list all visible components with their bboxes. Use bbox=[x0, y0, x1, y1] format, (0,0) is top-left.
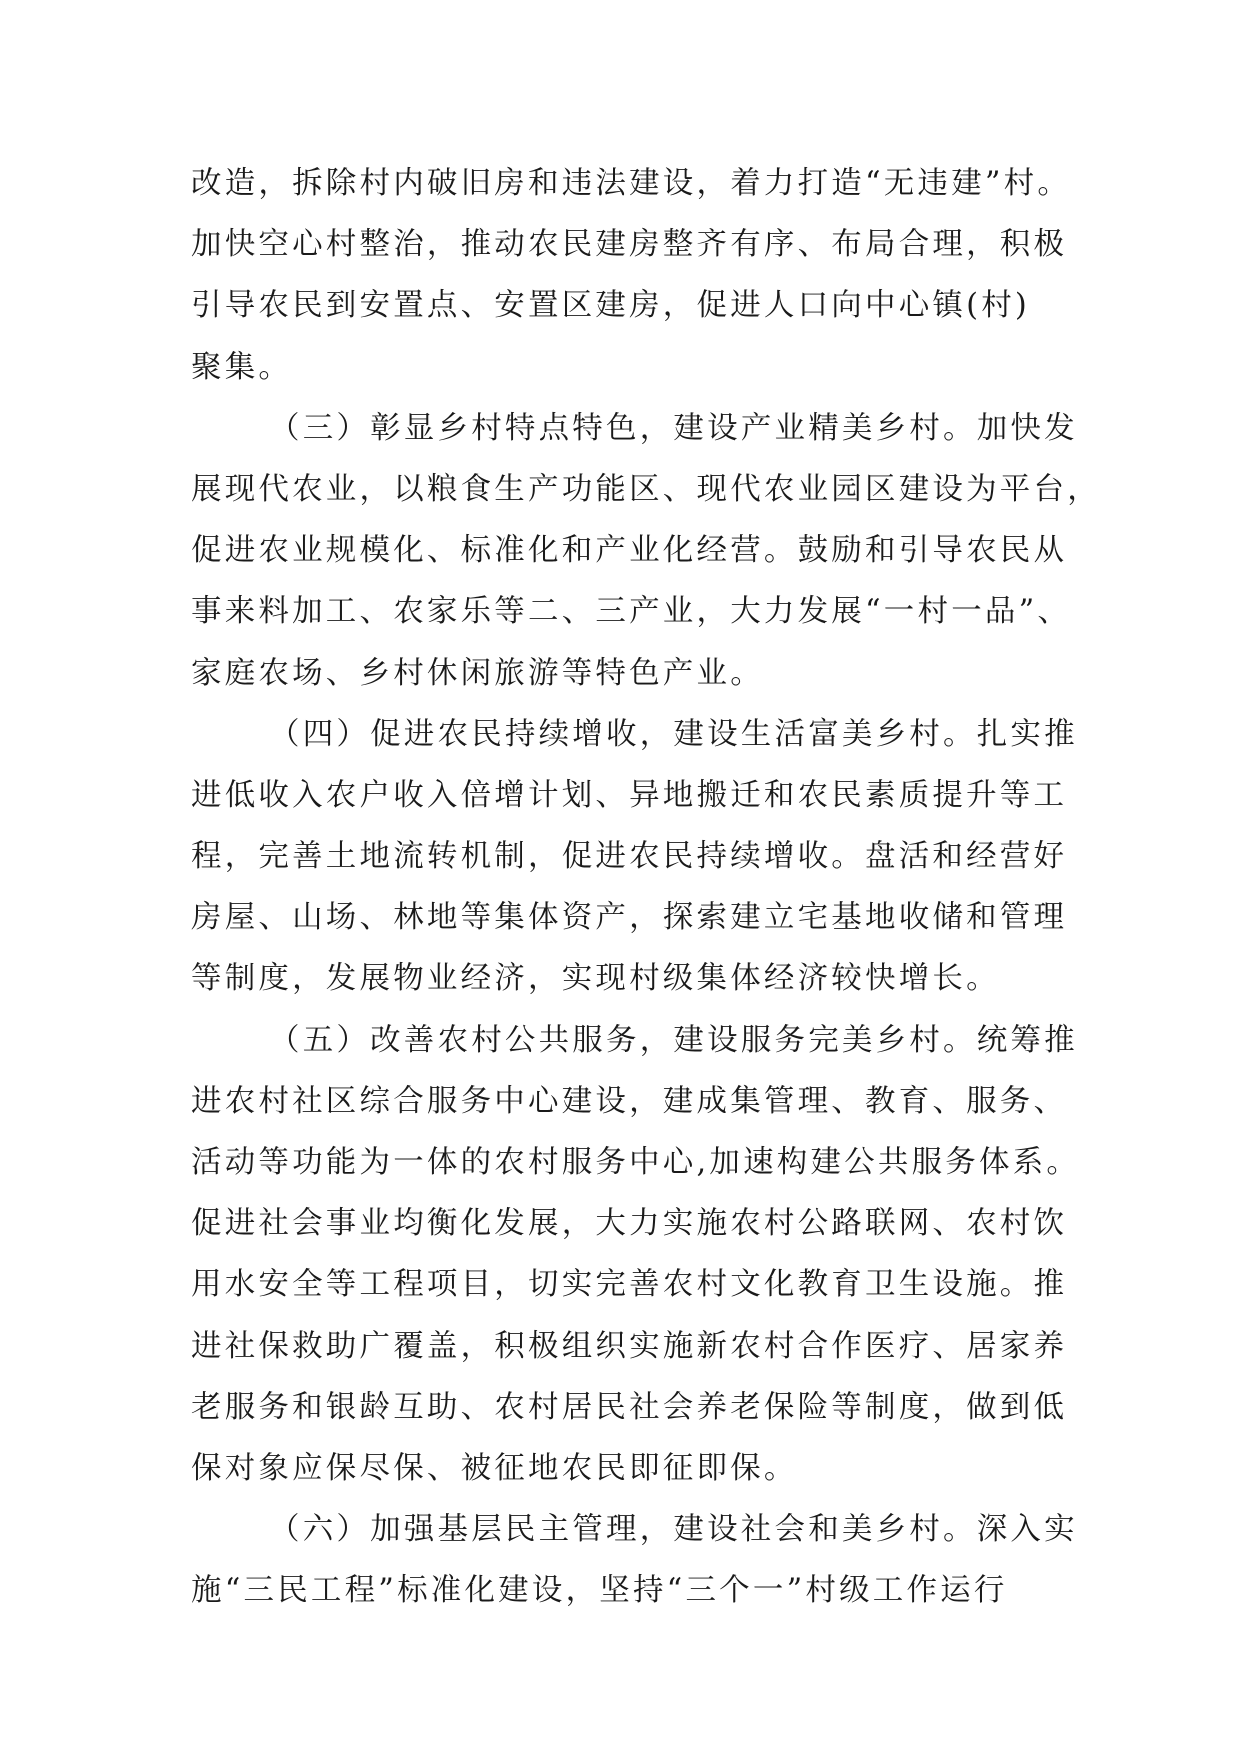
text-line: 程，完善土地流转机制，促进农民持续增收。盘活和经营好 bbox=[191, 839, 1068, 875]
text-line: （三）彰显乡村特点特色，建设产业精美乡村。加快发 bbox=[269, 410, 1078, 446]
text-line: 进农村社区综合服务中心建设，建成集管理、教育、服务、 bbox=[191, 1083, 1068, 1119]
text-line: 事来料加工、农家乐等二、三产业，大力发展“一村一品”、 bbox=[191, 594, 1072, 630]
text-line: 引导农民到安置点、安置区建房，促进人口向中心镇(村) bbox=[191, 288, 1030, 324]
text-line: （五）改善农村公共服务，建设服务完美乡村。统筹推 bbox=[269, 1022, 1078, 1058]
text-line: 促进农业规模化、标准化和产业化经营。鼓励和引导农民从 bbox=[191, 533, 1068, 569]
text-line: 老服务和银龄互助、农村居民社会养老保险等制度，做到低 bbox=[191, 1389, 1068, 1425]
text-line: （六）加强基层民主管理，建设社会和美乡村。深入实 bbox=[269, 1512, 1078, 1548]
text-line: （四）促进农民持续增收，建设生活富美乡村。扎实推 bbox=[269, 716, 1078, 752]
text-line: 加快空心村整治，推动农民建房整齐有序、布局合理，积极 bbox=[191, 227, 1068, 263]
text-line: 保对象应保尽保、被征地农民即征即保。 bbox=[191, 1450, 798, 1486]
paragraph-continuation bbox=[191, 153, 1071, 398]
text-line: 改造，拆除村内破旧房和违法建设，着力打造“无违建”村。 bbox=[191, 166, 1072, 201]
text-line: 用水安全等工程项目，切实完善农村文化教育卫生设施。推 bbox=[191, 1267, 1068, 1303]
text-line: 活动等功能为一体的农村服务中心,加速构建公共服务体系。 bbox=[191, 1145, 1081, 1180]
text-line: 施“三民工程”标准化建设，坚持“三个一”村级工作运行 bbox=[191, 1573, 1008, 1609]
document-body bbox=[191, 153, 1101, 1622]
text-line: 等制度，发展物业经济，实现村级集体经济较快增长。 bbox=[191, 961, 1000, 997]
text-line: 展现代农业，以粮食生产功能区、现代农业园区建设为平台， bbox=[191, 471, 1101, 507]
paragraph-section-4 bbox=[191, 704, 1078, 1010]
text-line: 聚集。 bbox=[191, 349, 293, 385]
text-line: 进低收入农户收入倍增计划、异地搬迁和农民素质提升等工 bbox=[191, 777, 1068, 813]
text-line: 促进社会事业均衡化发展，大力实施农村公路联网、农村饮 bbox=[191, 1206, 1068, 1242]
text-line: 房屋、山场、林地等集体资产，探索建立宅基地收储和管理 bbox=[191, 900, 1068, 936]
paragraph-section-3 bbox=[191, 398, 1101, 704]
text-line: 家庭农场、乡村休闲旅游等特色产业。 bbox=[191, 655, 764, 691]
paragraph-section-5 bbox=[191, 1010, 1081, 1500]
text-line: 进社保救助广覆盖，积极组织实施新农村合作医疗、居家养 bbox=[191, 1328, 1068, 1364]
paragraph-section-6 bbox=[191, 1499, 1078, 1621]
